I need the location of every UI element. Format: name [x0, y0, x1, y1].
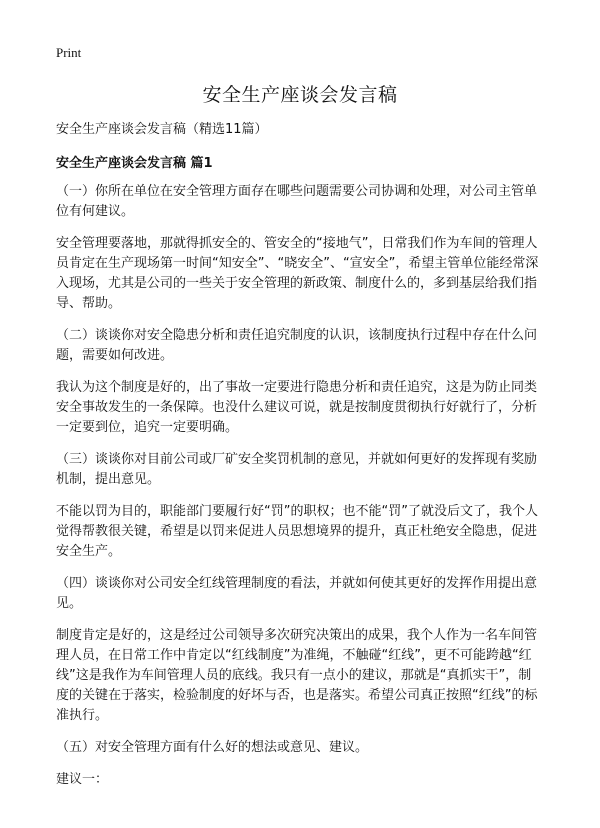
section-heading: 安全生产座谈会发言稿 篇1 [56, 156, 213, 171]
answer-2: 我认为这个制度是好的，出了事故一定要进行隐患分析和责任追究，这是为防止同类安全事故发生的一条保障。也没什么建议可说，就是按制度贯彻执行好就行了，分析一定要到位，追究一定要明确。 [56, 380, 538, 435]
suggestion-label: 建议一： [56, 772, 109, 787]
question-5: （五）对安全管理方面有什么好的想法或意见、建议。 [56, 740, 369, 755]
answer-4: 制度肯定是好的，这是经过公司领导多次研究决策出的成果，我个人作为一名车间管理人员，在日常工作中肯定以“红线制度”为准绳，不触碰“红线”，更不可能跨越“红线”这是我作为车间管理人员的底线。我只有一点小的建议，那就是“真抓实干”，制度的关键在于落实，检验制度的好坏与否，也是落实。希望公司真正按照“红线”的标准执行。 [56, 628, 538, 723]
question-3: （三）谈谈你对目前公司或厂矿安全奖罚机制的意见，并就如何更好的发挥现有奖励机制，提出意见。 [56, 452, 538, 487]
page-title: 安全生产座谈会发言稿 [202, 84, 398, 106]
answer-3: 不能以罚为目的，职能部门要履行好“罚”的职权；也不能“罚”了就没后文了，我个人觉得帮教很关键，希望是以罚来促进人员思想境界的提升，真正杜绝安全隐患，促进安全生产。 [56, 504, 538, 559]
question-4: （四）谈谈你对公司安全红线管理制度的看法，并就如何使其更好的发挥作用提出意见。 [56, 576, 538, 611]
question-1: （一）你所在单位在安全管理方面存在哪些问题需要公司协调和处理，对公司主管单位有何建议。 [56, 184, 538, 219]
document-subtitle: 安全生产座谈会发言稿（精选11篇） [56, 122, 268, 137]
document-body [56, 120, 544, 802]
question-2: （二）谈谈你对安全隐患分析和责任追究制度的认识，该制度执行过程中存在什么问题，需要如何改进。 [56, 328, 538, 363]
print-link[interactable]: Print [56, 45, 82, 60]
answer-1: 安全管理要落地，那就得抓安全的、管安全的“接地气”，日常我们作为车间的管理人员肯定在生产现场第一时间“知安全”、“晓安全”、“宣安全”，希望主管单位能经常深入现场，尤其是公司的一些关于安全管理的新政策、制度什么的，多到基层给我们指导、帮助。 [56, 236, 539, 311]
